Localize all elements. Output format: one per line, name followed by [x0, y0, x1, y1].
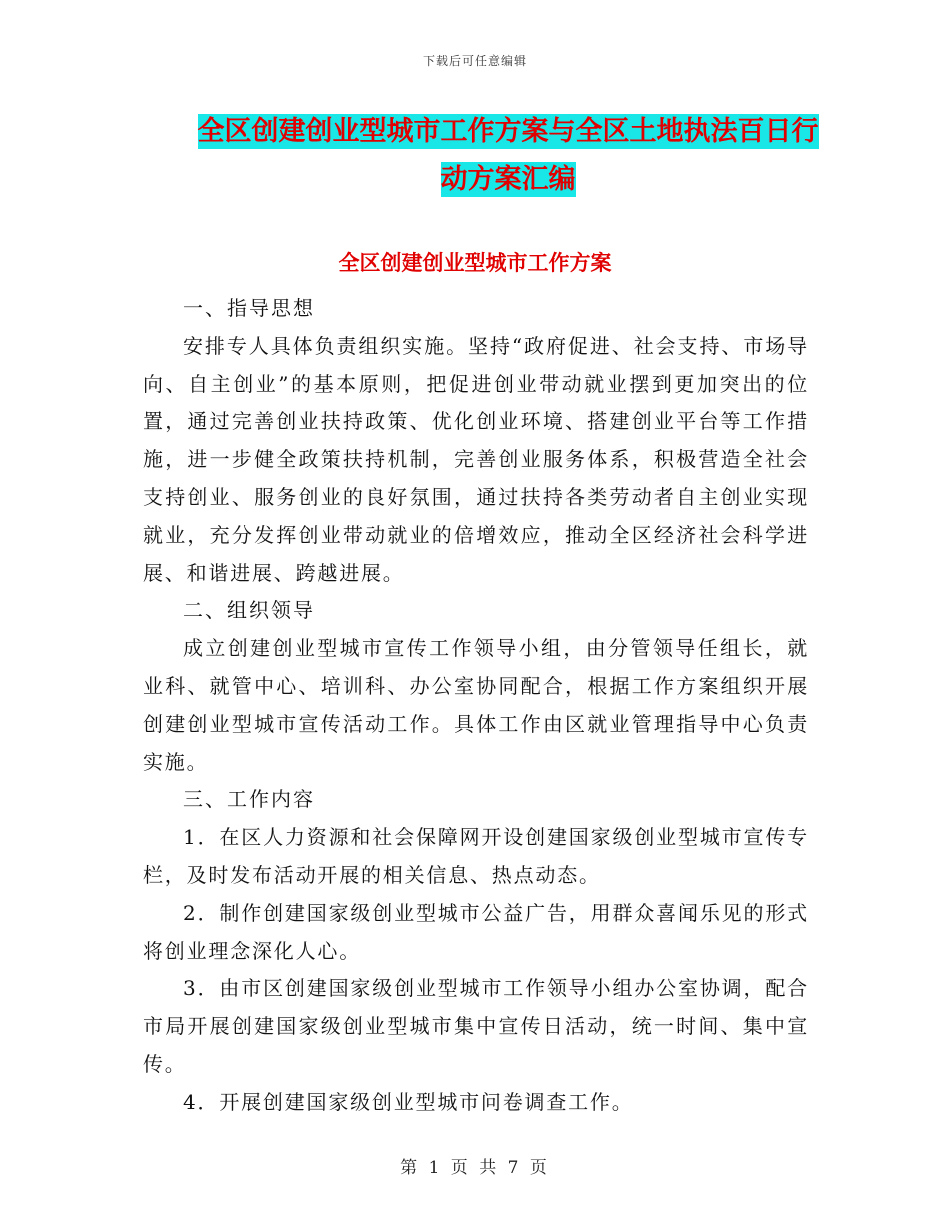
- document-title: [188, 108, 828, 204]
- heading-organization: 二、组织领导: [183, 598, 315, 623]
- list-item-3: 3．由市区创建国家级创业型城市工作领导小组办公室协调，配合市局开展创建国家级创业型城市集中宣传日活动，统一时间、集中宣传。: [143, 976, 809, 1076]
- page-number: 第 1 页 共 7 页: [400, 1158, 550, 1178]
- section-title: 全区创建创业型城市工作方案: [338, 251, 612, 275]
- heading-work-content: 三、工作内容: [183, 787, 315, 812]
- heading-guiding-ideology: 一、指导思想: [183, 296, 315, 320]
- list-item-4: 4．开展创建国家级创业型城市问卷调查工作。: [183, 1089, 634, 1114]
- list-item-1: 1．在区人力资源和社会保障网开设创建国家级创业型城市宣传专栏，及时发布活动开展的相关信息、热点动态。: [143, 825, 809, 887]
- document-body: [143, 290, 809, 1122]
- paragraph-organization: 成立创建创业型城市宣传工作领导小组，由分管领导任组长，就业科、就管中心、培训科、办公室协同配合，根据工作方案组织开展创建创业型城市宣传活动工作。具体工作由区就业管理指导中心负责实施。: [143, 636, 809, 774]
- list-item-2: 2．制作创建国家级创业型城市公益广告，用群众喜闻乐见的形式将创业理念深化人心。: [143, 900, 809, 963]
- header-note: 下载后可任意编辑: [422, 54, 527, 68]
- document-title-text: 全区创建创业型城市工作方案与全区土地执法百日行动方案汇编: [197, 116, 819, 195]
- paragraph-guiding-ideology: 安排专人具体负责组织实施。坚持“政府促进、社会支持、市场导向、自主创业”的基本原则，把促进创业带动就业摆到更加突出的位置，通过完善创业扶持政策、优化创业环境、搭建创业平台等工作措施，进一步健全政策扶持机制，完善创业服务体系，积极营造全社会支持创业、服务创业的良好氛围，通过扶持各类劳动者自主创业实现就业，充分发挥创业带动就业的倍增效应，推动全区经济社会科学进展、和谐进展、跨越进展。: [143, 333, 809, 585]
